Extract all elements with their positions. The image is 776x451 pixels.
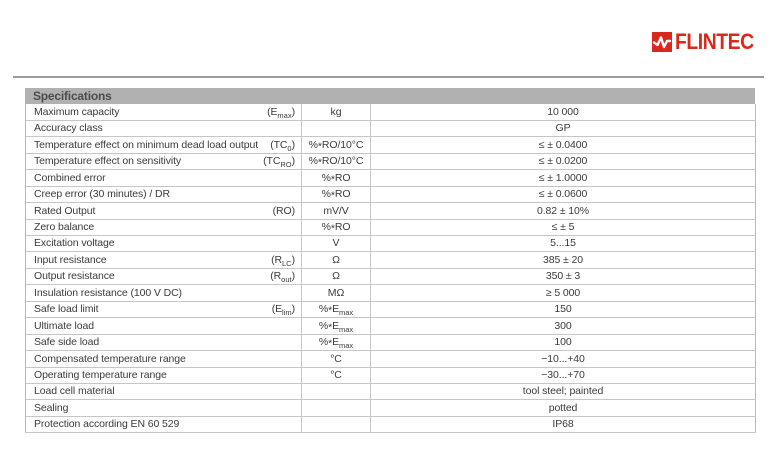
specifications-title: Specifications bbox=[25, 88, 755, 104]
spec-value: ≤ ± 1.0000 bbox=[371, 170, 756, 186]
spec-value: ≤ ± 0.0600 bbox=[371, 186, 756, 202]
spec-unit bbox=[302, 400, 371, 416]
table-row bbox=[26, 104, 756, 120]
spec-label: Protection according EN 60 529 bbox=[34, 418, 180, 431]
spec-label: Zero balance bbox=[34, 221, 95, 234]
spec-value: 150 bbox=[371, 301, 756, 317]
spec-symbol: $(TC_0)$ bbox=[270, 138, 295, 153]
spec-unit: %*RO bbox=[302, 219, 371, 235]
spec-value: 385 ± 20 bbox=[371, 252, 756, 268]
spec-label: Sealing bbox=[34, 401, 69, 414]
spec-label-cell bbox=[26, 383, 302, 399]
spec-value: potted bbox=[371, 400, 756, 416]
table-row bbox=[26, 318, 756, 334]
spec-unit: °C bbox=[302, 351, 371, 367]
spec-label-cell bbox=[26, 170, 302, 186]
spec-symbol: $(TC_{RO})$ bbox=[263, 155, 295, 170]
spec-label: Safe side load bbox=[34, 336, 100, 349]
spec-value: 10 000 bbox=[371, 104, 756, 120]
spec-value: ≤ ± 0.0200 bbox=[371, 153, 756, 169]
spec-label-cell bbox=[26, 351, 302, 367]
specifications-table bbox=[25, 104, 756, 433]
spec-unit: Ω bbox=[302, 268, 371, 284]
table-row bbox=[26, 153, 756, 169]
spec-label-cell bbox=[26, 137, 302, 153]
spec-unit: $\%*E_{max}$ bbox=[302, 318, 371, 334]
spec-label-cell bbox=[26, 153, 302, 169]
spec-unit: °C bbox=[302, 367, 371, 383]
spec-value: ≤ ± 0.0400 bbox=[371, 137, 756, 153]
spec-unit: MΩ bbox=[302, 285, 371, 301]
spec-unit bbox=[302, 383, 371, 399]
spec-label: Safe load limit bbox=[34, 303, 99, 316]
table-row bbox=[26, 137, 756, 153]
flintec-logo bbox=[652, 31, 764, 53]
spec-unit bbox=[302, 416, 371, 432]
spec-value: ≤ ± 5 bbox=[371, 219, 756, 235]
spec-value: −10...+40 bbox=[371, 351, 756, 367]
spec-label: Insulation resistance (100 V DC) bbox=[34, 286, 182, 299]
spec-symbol: $(E_{max})$ bbox=[267, 105, 295, 120]
spec-label: Rated Output bbox=[34, 204, 96, 217]
spec-value: 300 bbox=[371, 318, 756, 334]
brand-name: FLINTEC bbox=[675, 29, 754, 54]
spec-symbol: (RO) bbox=[272, 204, 295, 217]
spec-label-cell bbox=[26, 301, 302, 317]
spec-label-cell bbox=[26, 203, 302, 219]
spec-unit bbox=[302, 120, 371, 136]
spec-unit: kg bbox=[302, 104, 371, 120]
spec-label: Ultimate load bbox=[34, 319, 94, 332]
table-row bbox=[26, 268, 756, 284]
spec-label: Excitation voltage bbox=[34, 237, 115, 250]
spec-value: 350 ± 3 bbox=[371, 268, 756, 284]
table-row bbox=[26, 383, 756, 399]
spec-symbol: $(R_{LC})$ bbox=[271, 253, 295, 268]
spec-unit: $\%*E_{max}$ bbox=[302, 301, 371, 317]
spec-value: 0.82 ± 10% bbox=[371, 203, 756, 219]
spec-label-cell bbox=[26, 318, 302, 334]
spec-label-cell bbox=[26, 367, 302, 383]
spec-label: Maximum capacity bbox=[34, 105, 120, 118]
spec-unit: %*RO/10°C bbox=[302, 153, 371, 169]
table-row bbox=[26, 351, 756, 367]
spec-unit: V bbox=[302, 236, 371, 252]
spec-label: Input resistance bbox=[34, 253, 107, 266]
spec-label: Operating temperature range bbox=[34, 368, 167, 381]
table-row bbox=[26, 367, 756, 383]
table-row bbox=[26, 219, 756, 235]
specifications-section bbox=[25, 88, 755, 433]
spec-label: Temperature effect on minimum dead load output bbox=[34, 138, 259, 151]
spec-unit: Ω bbox=[302, 252, 371, 268]
table-row bbox=[26, 334, 756, 350]
spec-value: 100 bbox=[371, 334, 756, 350]
spec-value: IP68 bbox=[371, 416, 756, 432]
header-divider bbox=[13, 76, 764, 78]
table-row bbox=[26, 252, 756, 268]
spec-unit: %*RO bbox=[302, 170, 371, 186]
spec-label: Combined error bbox=[34, 171, 106, 184]
spec-label-cell bbox=[26, 285, 302, 301]
spec-value: ≥ 5 000 bbox=[371, 285, 756, 301]
spec-unit: mV/V bbox=[302, 203, 371, 219]
table-row bbox=[26, 416, 756, 432]
spec-label-cell bbox=[26, 186, 302, 202]
spec-label-cell bbox=[26, 268, 302, 284]
table-row bbox=[26, 170, 756, 186]
spec-table-body bbox=[26, 104, 756, 433]
spec-symbol: $(R_{out})$ bbox=[270, 270, 295, 285]
table-row bbox=[26, 120, 756, 136]
spec-label-cell bbox=[26, 104, 302, 120]
table-row bbox=[26, 301, 756, 317]
spec-label-cell bbox=[26, 400, 302, 416]
spec-label: Creep error (30 minutes) / DR bbox=[34, 188, 170, 201]
spec-label-cell bbox=[26, 120, 302, 136]
spec-label-cell bbox=[26, 334, 302, 350]
spec-label: Temperature effect on sensitivity bbox=[34, 155, 182, 168]
table-row bbox=[26, 186, 756, 202]
spec-label: Output resistance bbox=[34, 270, 115, 283]
spec-unit: %*RO bbox=[302, 186, 371, 202]
spec-value: tool steel; painted bbox=[371, 383, 756, 399]
table-row bbox=[26, 400, 756, 416]
spec-label-cell bbox=[26, 416, 302, 432]
spec-unit: $\%*E_{max}$ bbox=[302, 334, 371, 350]
pulse-wave-icon bbox=[652, 32, 672, 52]
spec-label: Accuracy class bbox=[34, 122, 103, 135]
spec-value: −30...+70 bbox=[371, 367, 756, 383]
spec-label-cell bbox=[26, 236, 302, 252]
spec-unit: %*RO/10°C bbox=[302, 137, 371, 153]
spec-value: 5...15 bbox=[371, 236, 756, 252]
table-row bbox=[26, 203, 756, 219]
table-row bbox=[26, 285, 756, 301]
spec-label-cell bbox=[26, 252, 302, 268]
spec-symbol: $(E_{lim})$ bbox=[271, 303, 295, 318]
spec-label-cell bbox=[26, 219, 302, 235]
table-row bbox=[26, 236, 756, 252]
spec-label: Load cell material bbox=[34, 385, 115, 398]
spec-value: GP bbox=[371, 120, 756, 136]
spec-label: Compensated temperature range bbox=[34, 352, 186, 365]
